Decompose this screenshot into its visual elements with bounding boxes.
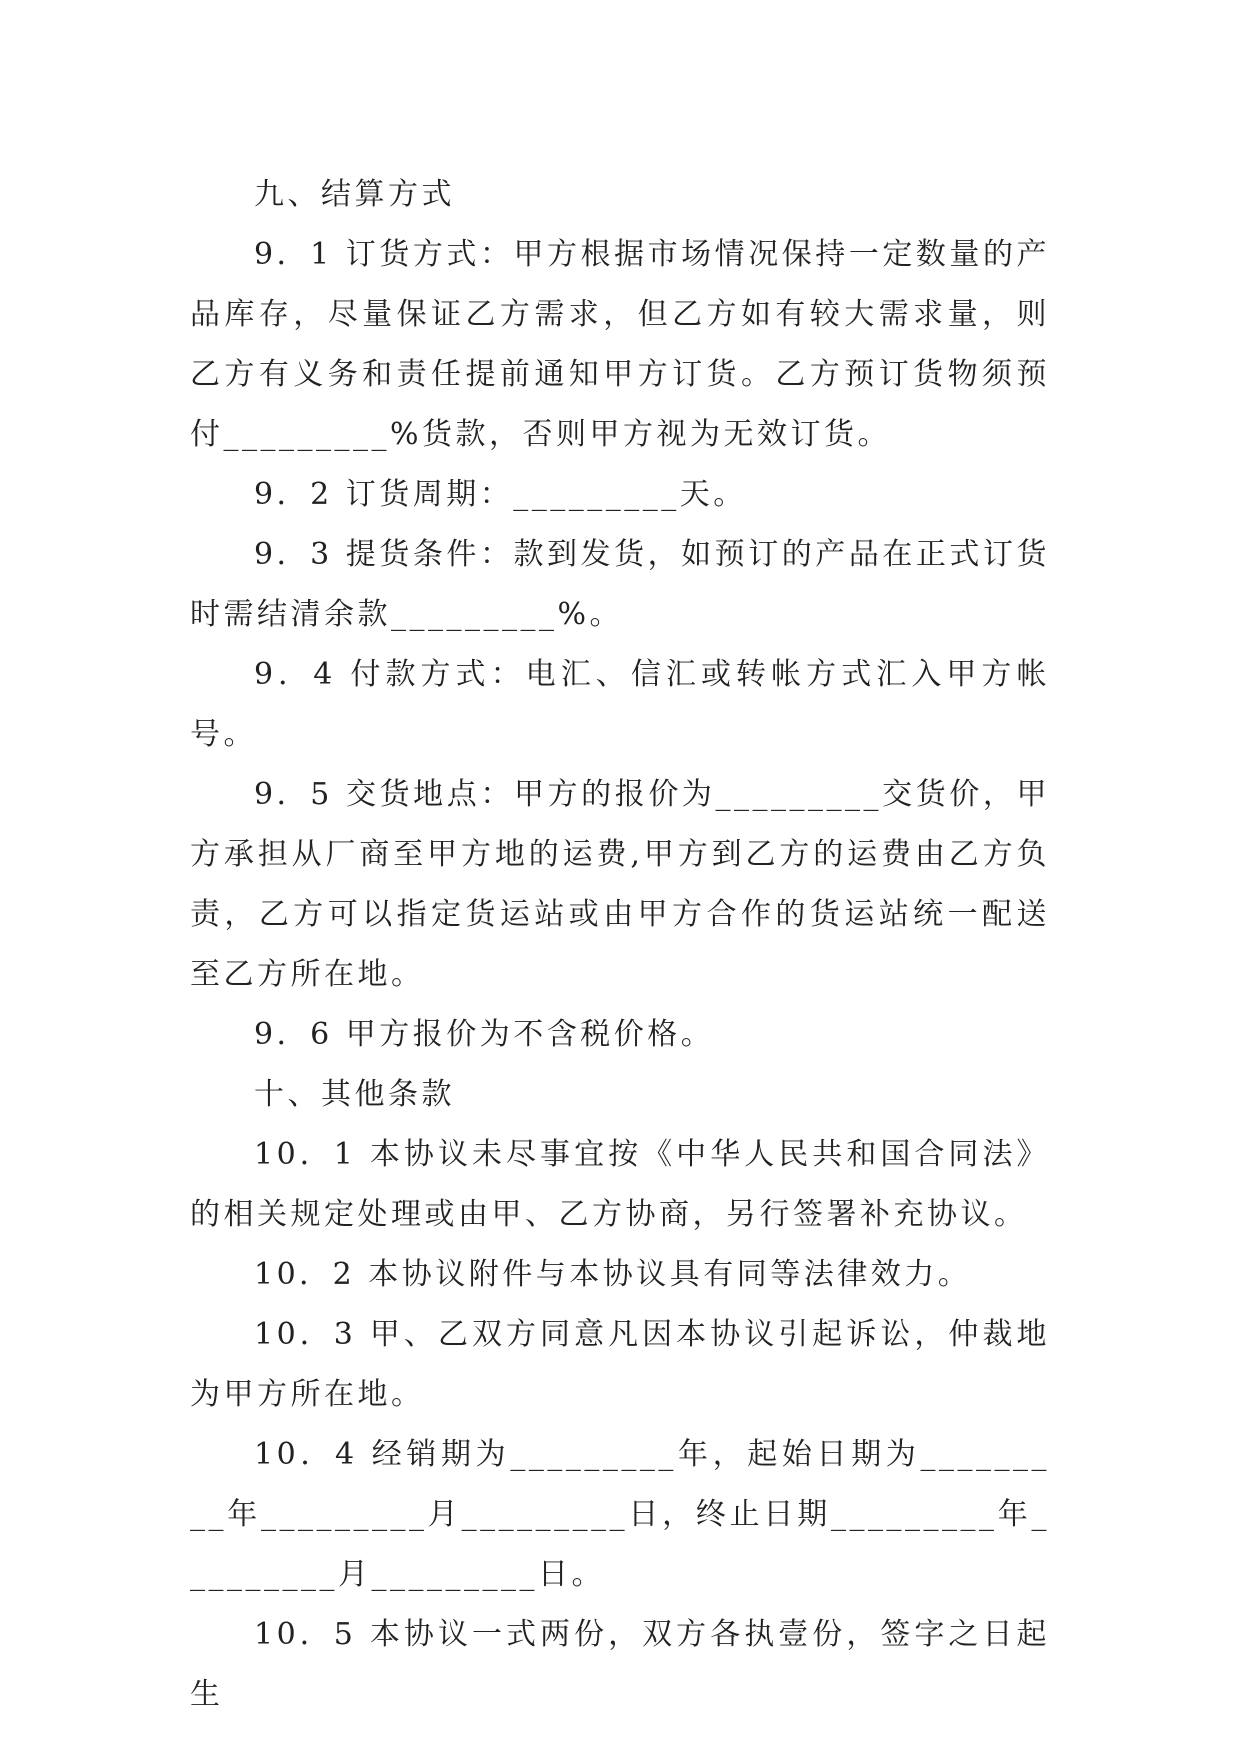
clause-9-1-ordering-method: 9．1 订货方式：甲方根据市场情况保持一定数量的产品库存，尽量保证乙方需求，但乙方如有较大需求量，则乙方有义务和责任提前通知甲方订货。乙方预订货物须预付_________%货款，否则甲方视为无效订货。 [190,237,1050,452]
section-heading-settlement: 九、结算方式 [254,177,455,212]
clause-10-3-arbitration: 10．3 甲、乙双方同意凡因本协议引起诉讼，仲裁地为甲方所在地。 [190,1317,1050,1412]
clause-9-2-ordering-cycle: 9．2 订货周期：_________天。 [254,477,747,512]
clause-9-3-pickup-conditions: 9．3 提货条件：款到发货，如预订的产品在正式订货时需结清余款_________%。 [190,537,1050,632]
clause-9-6-price-tax: 9．6 甲方报价为不含税价格。 [254,1017,715,1052]
clause-9-5-delivery-location: 9．5 交货地点：甲方的报价为_________交货价，甲方承担从厂商至甲方地的运费,甲方到乙方的运费由乙方负责，乙方可以指定货运站或由甲方合作的货运站统一配送至乙方所在地。 [190,777,1050,992]
clause-10-4-distribution-period: 10．4 经销期为_________年，起始日期为_________年_________月_________日，终止日期_________年_________月_________日。 [190,1437,1050,1592]
document-body [190,165,1050,1725]
clause-10-1-unsettled-matters: 10．1 本协议未尽事宜按《中华人民共和国合同法》的相关规定处理或由甲、乙方协商，另行签署补充协议。 [190,1137,1050,1232]
clause-10-2-attachments: 10．2 本协议附件与本协议具有同等法律效力。 [254,1257,972,1292]
clause-9-4-payment-method: 9．4 付款方式：电汇、信汇或转帐方式汇入甲方帐号。 [190,657,1050,752]
clause-10-5-copies: 10．5 本协议一式两份，双方各执壹份，签字之日起生 [190,1617,1050,1712]
section-heading-other-terms: 十、其他条款 [254,1077,455,1112]
